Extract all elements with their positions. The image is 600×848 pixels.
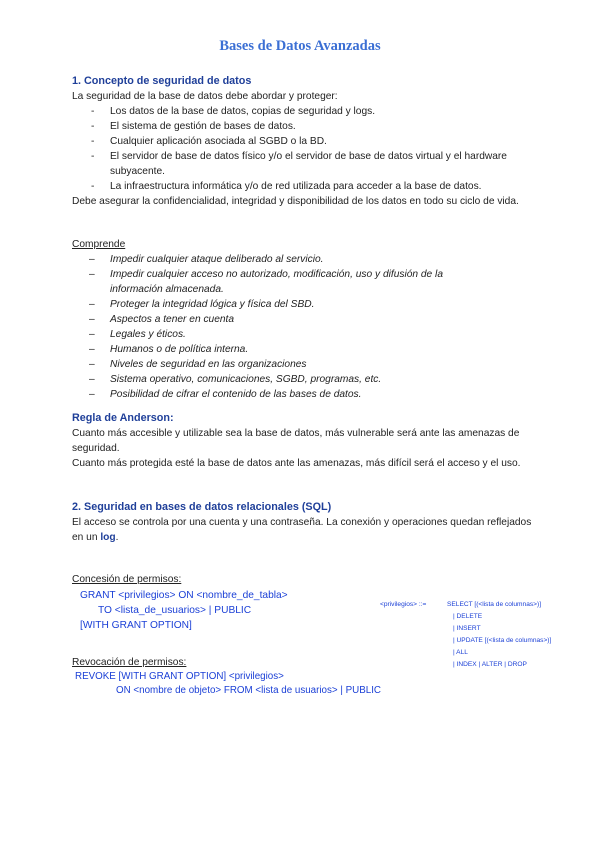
list-item: – Proteger la integridad lógica y física del SBD. — [72, 297, 542, 312]
anderson-p1: Cuanto más accesible y utilizable sea la base de datos, más vulnerable será ante las amenazas de seguridad. — [72, 428, 520, 454]
revoke-section — [72, 655, 542, 670]
list-item: – Humanos o de política interna. — [72, 342, 542, 357]
grant-line-2: TO <lista_de_usuarios> | PUBLIC — [98, 605, 252, 616]
log-term: log — [100, 532, 116, 543]
protect-list — [72, 104, 542, 194]
revoke-line-2: ON <nombre de objeto> FROM <lista de usuarios> | PUBLIC — [116, 685, 382, 696]
grant-section — [72, 572, 542, 587]
section-2-end: . — [115, 532, 119, 543]
list-item: - El servidor de base de datos físico y/o el servidor de base de datos virtual y el hardware subyacente. — [72, 149, 542, 179]
list-item: - Los datos de la base de datos, copias de seguridad y logs. — [72, 104, 542, 119]
list-item: – Aspectos a tener en cuenta — [72, 312, 542, 327]
section-comprende — [72, 237, 542, 402]
list-item: - La infraestructura informática y/o de red utilizada para acceder a la base de datos. — [72, 179, 542, 194]
list-item: – Niveles de seguridad en las organizaciones — [72, 357, 542, 372]
section-security-concept — [72, 74, 542, 209]
privilegios-line-3: | INSERT — [453, 625, 481, 632]
privilegios-line-6: | INDEX | ALTER | DROP — [453, 661, 527, 668]
section-1-intro: La seguridad de la base de datos debe abordar y proteger: — [72, 91, 338, 102]
revoke-line-1: REVOKE [WITH GRANT OPTION] <privilegios> — [75, 671, 284, 682]
section-1-heading: 1. Concepto de seguridad de datos — [72, 75, 252, 87]
list-item: – Impedir cualquier ataque deliberado al servicio. — [72, 252, 542, 267]
grant-line-3: [WITH GRANT OPTION] — [80, 620, 192, 631]
anderson-p2: Cuanto más protegida esté la base de datos ante las amenazas, más difícil será el acceso y el uso. — [72, 458, 521, 469]
list-item: – Legales y éticos. — [72, 327, 542, 342]
section-2-heading: 2. Seguridad en bases de datos relacionales (SQL) — [72, 501, 332, 513]
comprende-list — [72, 252, 542, 402]
section-1-outro: Debe asegurar la confidencialidad, integridad y disponibilidad de los datos en todo su ciclo de vida. — [72, 196, 519, 207]
privilegios-line-1: SELECT [(<lista de columnas>)] — [447, 601, 542, 608]
privilegios-line-5: | ALL — [453, 649, 468, 656]
section-2-text — [72, 515, 542, 545]
list-item: - El sistema de gestión de bases de datos. — [72, 119, 542, 134]
list-item: – Sistema operativo, comunicaciones, SGBD, programas, etc. — [72, 372, 542, 387]
section-sql-security — [72, 500, 542, 545]
anderson-heading: Regla de Anderson: — [72, 412, 174, 424]
comprende-heading: Comprende — [72, 239, 126, 250]
privilegios-label: <privilegios> ::= — [380, 601, 427, 608]
grant-heading: Concesión de permisos: — [72, 574, 182, 585]
list-item: – Impedir cualquier acceso no autorizado, modificación, uso y difusión de la información almacenada. — [72, 267, 542, 297]
section-2-body: El acceso se controla por una cuenta y una contraseña. La conexión y operaciones quedan reflejados en un — [72, 517, 532, 543]
list-item: – Posibilidad de cifrar el contenido de las bases de datos. — [72, 387, 542, 402]
section-anderson — [72, 411, 542, 471]
grant-line-1: GRANT <privilegios> ON <nombre_de_tabla> — [80, 590, 288, 601]
list-item: - Cualquier aplicación asociada al SGBD o la BD. — [72, 134, 542, 149]
revoke-heading: Revocación de permisos: — [72, 657, 187, 668]
privilegios-line-4: | UPDATE [(<lista de columnas>)] — [453, 637, 552, 644]
document-title: Bases de Datos Avanzadas — [219, 38, 381, 54]
privilegios-line-2: | DELETE — [453, 613, 483, 620]
